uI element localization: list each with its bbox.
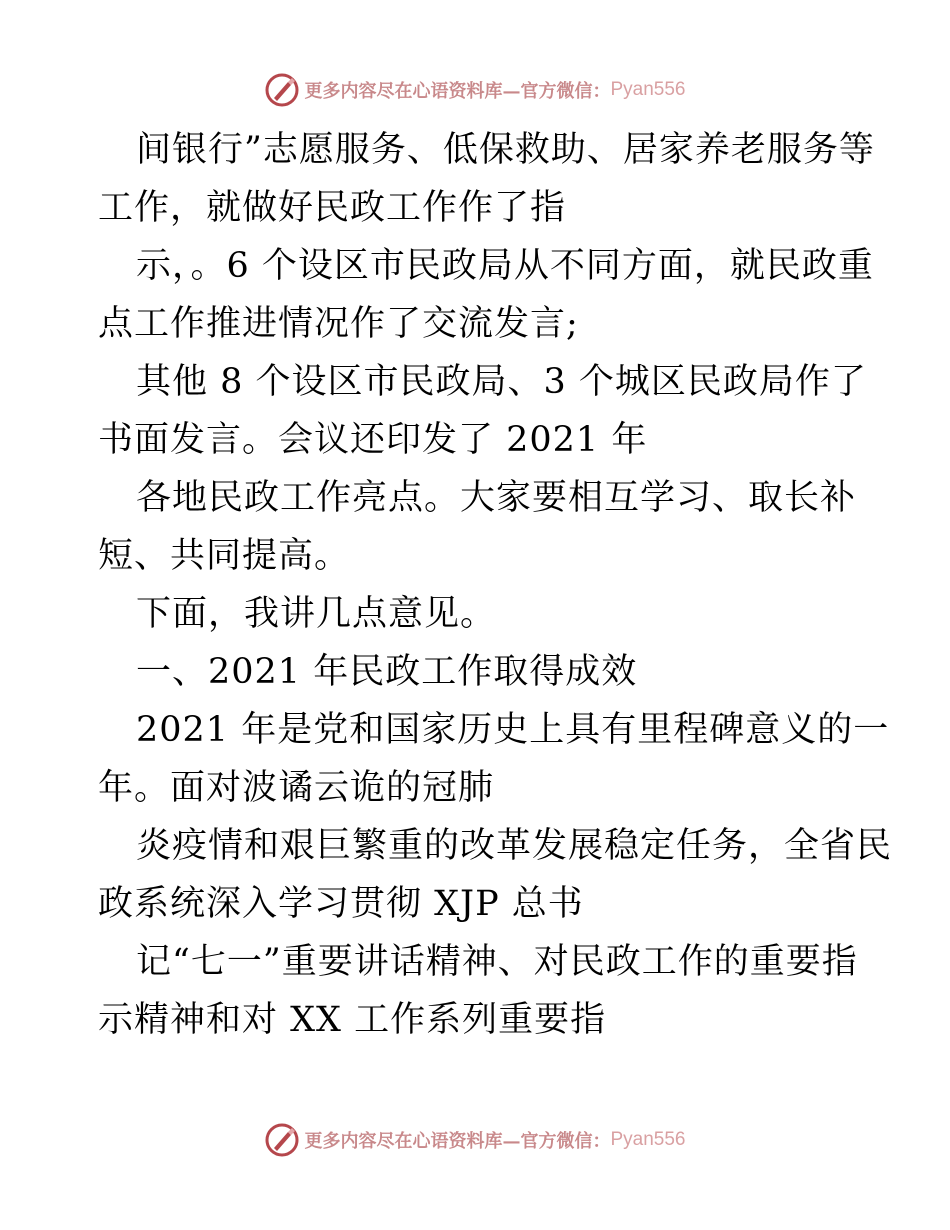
body-line: 记“七一”重要讲话精神、对民政工作的重要指 [136,942,858,982]
body-line: 工作，就做好民政工作作了指 [98,188,567,228]
body-line: 书面发言。会议还印发了 2021 年 [98,420,648,460]
body-line: 下面，我讲几点意见。 [136,594,497,634]
body-line: 炎疫情和艰巨繁重的改革发展稳定任务，全省民 [136,826,893,866]
body-line: 年。面对波谲云诡的冠肺 [98,768,495,808]
body-line: 示精神和对 XX 工作系列重要指 [98,1000,607,1040]
document-body [98,121,893,1049]
body-line: 2021 年是党和国家历史上具有里程碑意义的一 [136,710,890,750]
body-line: 示，。6 个设区市民政局从不同方面，就民政重 [136,246,874,286]
footer-watermark [0,1120,950,1160]
watermark-text: 更多内容尽在心语资料库—官方微信： [304,1131,611,1152]
watermark-contact: Pyan556 [610,79,686,100]
body-line: 点工作推进情况作了交流发言; [98,304,579,344]
section-heading: 一、2021 年民政工作取得成效 [136,652,638,692]
body-line: 间银行”志愿服务、低保救助、居家养老服务等 [136,130,875,170]
watermark-text: 更多内容尽在心语资料库—官方微信： [304,81,611,102]
body-line: 其他 8 个设区市民政局、3 个城区民政局作了 [136,362,867,402]
body-line: 各地民政工作亮点。大家要相互学习、取长补 [136,478,857,518]
header-watermark [0,70,950,110]
body-line: 短、共同提高。 [98,536,351,576]
watermark-contact: Pyan556 [610,1129,686,1150]
pen-logo-icon [264,72,300,108]
pen-logo-icon [264,1122,300,1158]
body-line: 政系统深入学习贯彻 XJP 总书 [98,884,584,924]
